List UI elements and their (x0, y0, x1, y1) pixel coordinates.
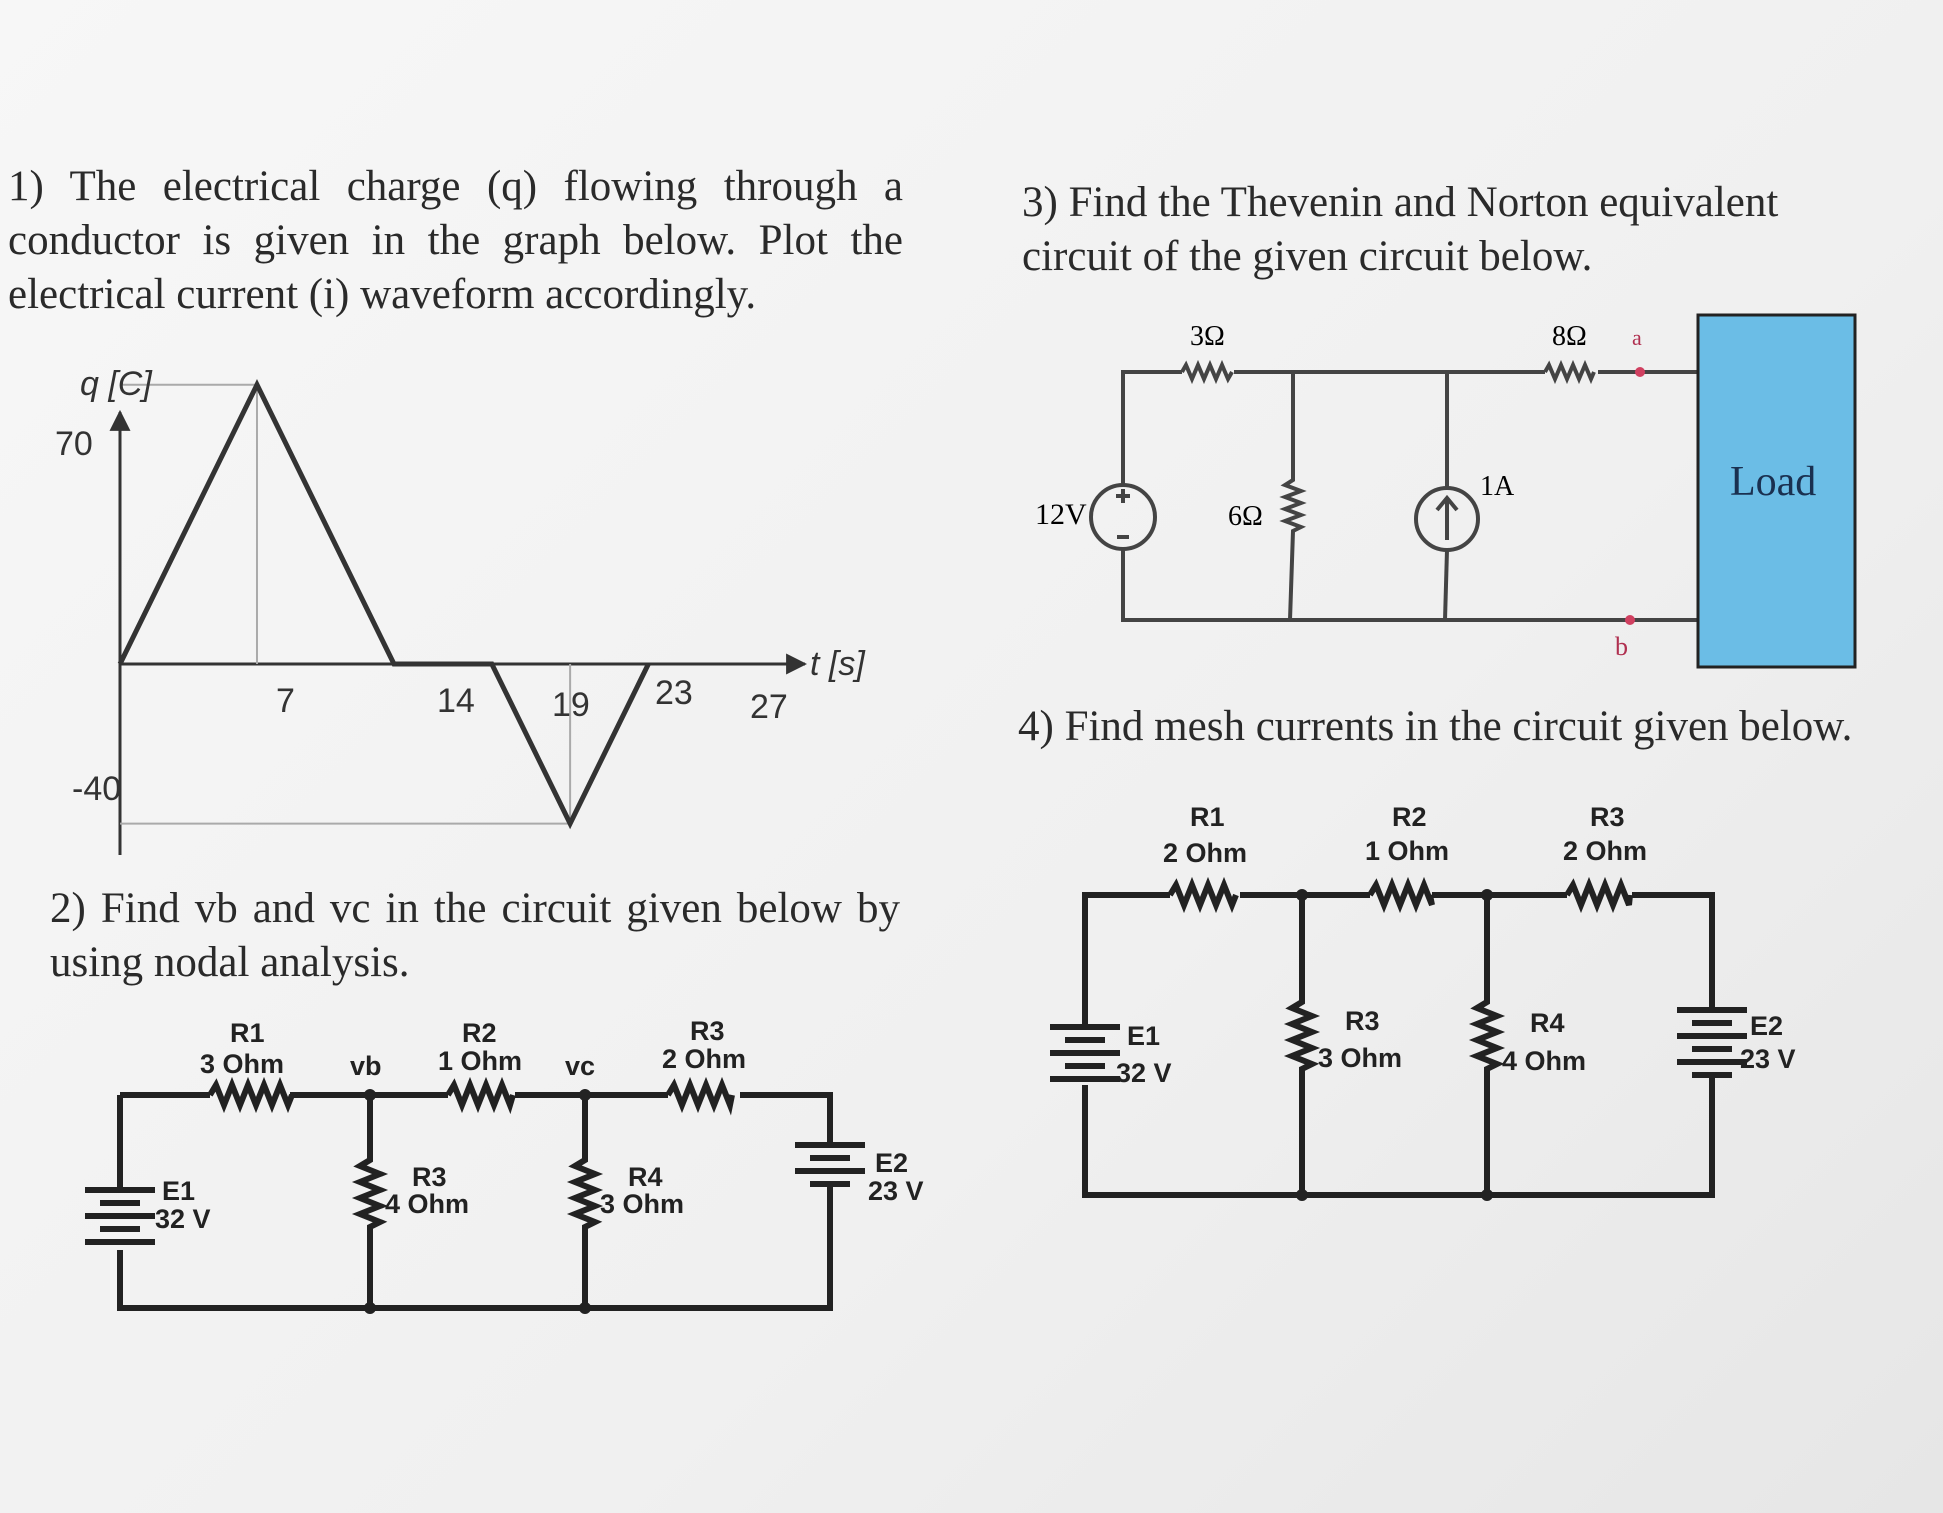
c3-load-label: Load (1730, 459, 1817, 505)
question-1-text: 1) The electrical charge (q) flowing through a conductor is given in the graph below. Plot the electrical current (i) waveform accordingly. (8, 163, 903, 318)
3ohm-resistor-symbol (1182, 365, 1232, 379)
r1-resistor-symbol (210, 1085, 292, 1105)
c2-node-vb: vb (350, 1051, 382, 1081)
c2-r1-name: R1 (230, 1018, 265, 1048)
c4-e2-value: 23 V (1740, 1044, 1796, 1074)
r2-resistor-symbol (1370, 885, 1432, 905)
c2-r3v-value: 4 Ohm (385, 1189, 470, 1219)
c4-r4-value: 4 Ohm (1502, 1046, 1587, 1076)
c2-r2-value: 1 Ohm (438, 1046, 523, 1076)
y-tick-70: 70 (55, 425, 93, 463)
6ohm-resistor-symbol (1285, 372, 1301, 620)
8ohm-resistor-symbol (1545, 365, 1594, 379)
circuit-nodal-analysis (85, 1085, 865, 1314)
c2-r3-name: R3 (690, 1016, 725, 1046)
c3-terminal-b: b (1615, 632, 1628, 661)
c2-node-vc: vc (565, 1051, 596, 1081)
c3-terminal-a: a (1632, 325, 1642, 350)
r4-vertical-resistor-symbol (1477, 895, 1497, 1195)
c4-e1-name: E1 (1127, 1021, 1161, 1051)
e1-battery-symbol (85, 1190, 155, 1242)
question-3-text: 3) Find the Thevenin and Norton equivalent circuit of the given circuit below. (1022, 179, 1779, 280)
x-tick-7: 7 (276, 682, 295, 720)
r3-vertical-resistor-symbol (360, 1095, 380, 1308)
x-tick-23: 23 (655, 674, 693, 712)
c3-3ohm-label: 3Ω (1190, 321, 1225, 352)
charge-graph (55, 365, 866, 855)
x-axis-label: t [s] (810, 645, 865, 683)
question-2-text: 2) Find vb and vc in the circuit given below by using nodal analysis. (50, 885, 900, 986)
x-tick-19: 19 (552, 686, 590, 724)
x-tick-27: 27 (750, 688, 788, 726)
e1-battery-symbol (1050, 1027, 1120, 1079)
c2-e1-name: E1 (162, 1176, 196, 1206)
c4-r4-name: R4 (1530, 1008, 1565, 1038)
c2-r1-value: 3 Ohm (200, 1049, 285, 1079)
c2-e2-name: E2 (875, 1148, 909, 1178)
c4-r1-name: R1 (1190, 802, 1225, 832)
c4-e1-value: 32 V (1116, 1058, 1172, 1088)
c3-6ohm-label: 6Ω (1228, 501, 1263, 532)
y-tick-minus-40: -40 (72, 770, 122, 808)
c2-r3-value: 2 Ohm (662, 1044, 747, 1074)
c3-8ohm-label: 8Ω (1552, 321, 1587, 352)
c3-12v-label: 12V (1035, 498, 1087, 531)
r3-resistor-symbol (1567, 885, 1630, 905)
c4-r3v-value: 3 Ohm (1318, 1043, 1403, 1073)
c4-r1-value: 2 Ohm (1163, 838, 1248, 868)
c4-r3-value: 2 Ohm (1563, 836, 1648, 866)
c2-e1-value: 32 V (155, 1204, 211, 1234)
question-4-text: 4) Find mesh currents in the circuit given below. (1018, 703, 1853, 750)
c2-r2-name: R2 (462, 1018, 497, 1048)
c2-r4-value: 3 Ohm (600, 1189, 685, 1219)
c3-1a-label: 1A (1480, 471, 1515, 502)
r3-resistor-symbol (668, 1085, 732, 1105)
e2-battery-symbol (1677, 1010, 1747, 1075)
c2-e2-value: 23 V (868, 1176, 924, 1206)
y-axis-label: q [C] (80, 365, 152, 403)
c2-r4-name: R4 (628, 1162, 663, 1192)
c4-r2-value: 1 Ohm (1365, 836, 1450, 866)
c4-r3-name: R3 (1590, 802, 1625, 832)
r2-resistor-symbol (448, 1085, 513, 1105)
c4-r3v-name: R3 (1345, 1006, 1380, 1036)
e2-battery-symbol (795, 1145, 865, 1184)
c2-r3v-name: R3 (412, 1162, 447, 1192)
c4-e2-name: E2 (1750, 1011, 1784, 1041)
r1-resistor-symbol (1170, 885, 1236, 905)
c4-r2-name: R2 (1392, 802, 1427, 832)
x-tick-14: 14 (437, 682, 475, 720)
r3-vertical-resistor-symbol (1292, 895, 1312, 1195)
r4-vertical-resistor-symbol (575, 1095, 595, 1308)
